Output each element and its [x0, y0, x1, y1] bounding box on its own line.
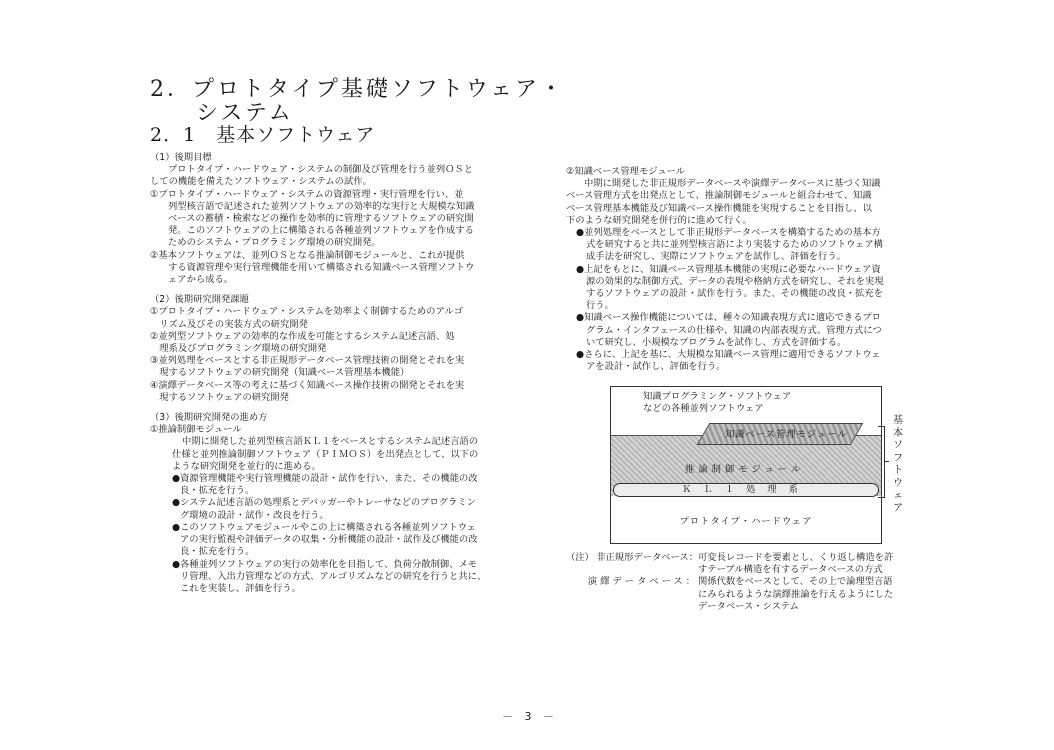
paragraph-line: するソフトウェアの設計・試作を行う。また、その機能の改良・拡充を — [586, 288, 883, 300]
paragraph-line: 現するソフトウェアの研究開発（知識ベース管理基本機能） — [150, 367, 410, 379]
diagram-top-line: などの各種並列ソフトウェア — [643, 402, 764, 414]
kb-module-label: 知識ベース管理モジュール — [725, 429, 848, 440]
bullet-item: ●さらに、上記を基に、大規模な知識ベース管理に適用できるソフトウェ — [576, 349, 881, 361]
inference-module-label: 推論制御モジュール — [685, 464, 805, 475]
architecture-diagram — [610, 386, 882, 544]
list-item: ④演繹データベース等の考えに基づく知識ベース操作技術の開発とそれを実 — [150, 379, 465, 391]
paragraph-line: 中期に開発した並列型核言語ＫＬ１をベースとするシステム記述言語の — [182, 436, 479, 448]
bullet-item: ●知識ベース操作機能については、種々の知識表現方式に適応できるプロ — [576, 312, 881, 324]
basic-software-bracket — [878, 426, 885, 498]
paragraph-line: ベース管理方式を出発点として、推論制御モジュールと組合わせて、知識 — [566, 190, 872, 202]
s2-heading: （2）後期研究開発課題 — [150, 294, 249, 306]
paragraph-line: 仕様と並列推論制御ソフトウェア（ＰＩＭＯＳ）を出発点として、以下の — [172, 448, 479, 460]
paragraph-line: 成手法を研究し、実際にソフトウェアを試作し、評価を行う。 — [586, 251, 846, 263]
left-column — [150, 152, 522, 595]
paragraph-line: する資源管理や実行管理機能を用いて構築される知識ベース管理ソフトウ — [168, 261, 475, 273]
note-term: 演繹データベース： — [587, 576, 698, 588]
paragraph-line: リ管理、入出力管理などの方式、アルゴリズムなどの研究を行うと共に、 — [180, 570, 487, 582]
note-definition: データベース・システム — [698, 600, 799, 612]
list-item: ②基本ソフトウェアは、並列ＯＳとなる推論制御モジュールと、これが提供 — [150, 249, 465, 261]
s3-subheading: ①推論制御モジュール — [150, 424, 242, 436]
paragraph-line: 式を研究すると共に並列型核言語により実装するためのソフトウェア構 — [586, 239, 883, 251]
section-title: 2．1 基本ソフトウェア — [150, 124, 376, 146]
paragraph-line: 良・拡充を行う。 — [180, 485, 255, 497]
paragraph-line: 中期に開発した非正規形データベースや演繹データベースに基づく知識 — [584, 178, 881, 190]
bracket-tick — [884, 461, 889, 462]
list-item: ①プロトタイプ・ハードウェア・システムの資源管理・実行管理を行い、並 — [150, 188, 464, 200]
paragraph-line: ような研究開発を並行的に進める。 — [172, 460, 321, 472]
paragraph-line: ェアから成る。 — [168, 274, 234, 286]
s3-subheading: ②知識ベース管理モジュール — [566, 166, 686, 177]
note-definition: すテーブル構造を有するデータベースの方式 — [698, 564, 883, 576]
chapter-title-line1: 2．プロトタイプ基礎ソフトウェア・ — [150, 77, 566, 102]
note-row — [566, 552, 893, 564]
list-item: ③並列処理をベースとする非正規形データベース管理技術の開発とそれを実 — [150, 355, 465, 367]
note-definition: にみられるような演繹推論を行えるようにした — [698, 588, 894, 600]
page-number: － 3 － — [502, 710, 558, 723]
paragraph-line: リズム及びその実装方式の研究開発 — [150, 318, 308, 330]
chapter-title-line2: システム — [196, 101, 294, 126]
paragraph-line: ベースの蓄積・検索などの操作を効率的に管理するソフトウェアの研究開 — [168, 213, 474, 225]
footnotes — [566, 552, 893, 613]
paragraph-line: 現するソフトウェアの研究開発 — [150, 391, 289, 403]
bullet-item: ●このソフトウェアモジュールやこの上に構築される各種並列ソフトウェ — [172, 521, 476, 533]
note-prefix: （注） — [566, 552, 594, 563]
paragraph-line: 下のような研究開発を併行的に進めて行く。 — [566, 214, 752, 226]
paragraph-line: グラム・インタフェースの仕様や、知識の内部表現方式、管理方式につ — [586, 324, 882, 336]
s3-heading: （3）後期研究開発の進め方 — [150, 412, 268, 424]
right-column — [566, 166, 926, 373]
basic-software-label: 基本ソフトウェア — [893, 415, 903, 514]
paragraph-line: 行う。 — [586, 300, 614, 312]
paragraph-line: プロトタイプ・ハードウェア・システムの制御及び管理を行う並列ＯＳと — [168, 164, 474, 176]
paragraph-line: 理系及びプログラミング環境の研究開発 — [150, 343, 327, 355]
paragraph-line: グ環境の設計・試作・改良を行う。 — [180, 509, 329, 521]
note-definition: 関係代数をベースとして、その上で論理型言語 — [698, 576, 893, 588]
diagram-top-label — [643, 391, 791, 414]
note-row — [566, 576, 893, 588]
bullet-item: ●各種並列ソフトウェアの実行の効率化を目指して、負荷分散制御、メモ — [172, 558, 478, 570]
note-definition: 可変長レコードを要素とし、くり返し構造を許 — [698, 552, 894, 563]
paragraph-line: 列型核言語で記述された並列ソフトウェアの効率的な実行と大規模な知識 — [168, 200, 475, 212]
paragraph-line: アを設計・試作し、評価を行う。 — [586, 361, 726, 373]
bullet-item: ●並列処理をベースとして非正規形データベースを構築するための基本方 — [576, 227, 881, 239]
diagram-top-line: 知識プログラミング・ソフトウェア — [643, 391, 792, 402]
paragraph-line: ベース管理基本機能及び知識ベース操作機能を実現することを目指し、以 — [566, 202, 872, 214]
bullet-item: ●資源管理機能や実行管理機能の設計・試作を行い、また、その機能の改 — [172, 473, 478, 485]
paragraph-line: しての機能を備えたソフトウェア・システムの試作。 — [150, 176, 372, 188]
note-term: 非正規形データベース： — [596, 552, 698, 563]
kl1-processor-layer: ＫＬ１処理系 — [613, 483, 879, 497]
paragraph-line: いて研究し、小規模なプログラムを試作し、方式を評価する。 — [586, 336, 847, 348]
hardware-label: プロトタイプ・ハードウェア — [679, 516, 813, 527]
paragraph-line: 源の効果的な制御方式、データの表現や格納方式を研究し、それを実現 — [586, 275, 884, 287]
paragraph-line: 良・拡充を行う。 — [180, 546, 255, 558]
list-item: ②並列型ソフトウェアの効率的な作成を可能とするシステム記述言語、処 — [150, 330, 455, 342]
s1-heading: （1）後期目標 — [150, 152, 212, 163]
paragraph-line: 発。このソフトウェアの上に構築される各種並列ソフトウェアを作成する — [168, 225, 474, 237]
paragraph-line: アの実行監視や評価データの収集・分析機能の設計・試作及び機能の改 — [180, 534, 478, 546]
bullet-item: ●上記をもとに、知識ベース管理基本機能の実現に必要なハードウェア資 — [576, 263, 881, 275]
list-item: ①プロトタイプ・ハードウェア・システムを効率よく制御するためのアルゴ — [150, 306, 463, 318]
paragraph-line: ためのシステム・プログラミング環境の研究開発。 — [168, 237, 381, 249]
bullet-item: ●システム記述言語の処理系とデバッガーやトレーサなどのプログラミン — [172, 497, 476, 509]
paragraph-line: これを実装し、評価を行う。 — [180, 582, 301, 594]
